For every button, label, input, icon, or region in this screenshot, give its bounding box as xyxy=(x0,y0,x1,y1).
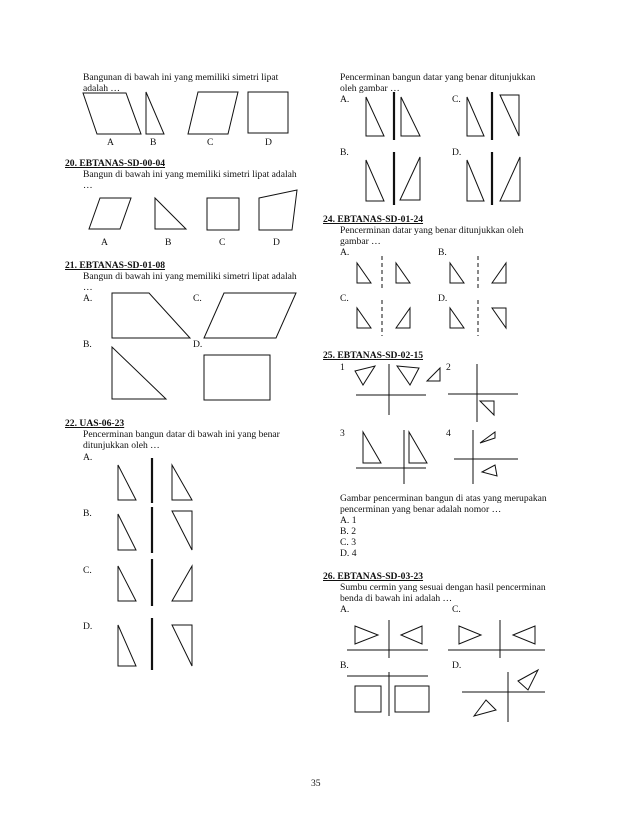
q20-label-a: A xyxy=(101,237,108,248)
q25-choice-c: C. 3 xyxy=(340,537,356,548)
intro-label-d: D xyxy=(265,137,272,148)
q20-label-c: C xyxy=(219,237,226,248)
q25-choice-a: A. 1 xyxy=(340,515,357,526)
intro-shape-c xyxy=(188,92,238,134)
q26-line2: benda di bawah ini adalah … xyxy=(340,593,453,604)
q26-option-d-figure xyxy=(462,670,545,722)
q21-shape-a xyxy=(112,293,190,338)
q20-line1: Bangun di bawah ini yang memiliki simetri lipat adalah xyxy=(83,169,297,180)
q25-figure-2-drawing xyxy=(427,364,518,422)
q22-option-a: A. xyxy=(83,452,93,463)
intro-question-line2: adalah … xyxy=(83,83,121,94)
intro-shape-d xyxy=(248,92,288,133)
q26-header: 26. EBTANAS-SD-03-23 xyxy=(323,571,424,582)
q24-option-a-figure xyxy=(357,256,410,290)
q25-choice-b: B. 2 xyxy=(340,526,356,537)
q23-line2: oleh gambar … xyxy=(340,83,400,94)
q24-option-d: D. xyxy=(438,293,448,304)
q21-option-c: C. xyxy=(193,293,202,304)
q25-figure-3: 3 xyxy=(340,428,345,439)
q26-option-a-figure xyxy=(347,620,428,658)
q22-option-b-figure xyxy=(118,507,192,553)
q24-option-c-figure xyxy=(357,300,410,336)
intro-label-a: A xyxy=(107,137,114,148)
q23-option-b: B. xyxy=(340,147,349,158)
q26-option-b: B. xyxy=(340,660,349,671)
q21-option-d: D. xyxy=(193,339,203,350)
q22-option-d-figure xyxy=(118,618,192,670)
q22-line1: Pencerminan bangun datar di bawah ini yang benar xyxy=(83,429,280,440)
q26-option-c-figure xyxy=(448,620,545,658)
q25-line2: pencerminan yang benar adalah nomor … xyxy=(340,504,502,515)
q21-shape-c xyxy=(204,293,296,338)
q24-header: 24. EBTANAS-SD-01-24 xyxy=(323,214,424,225)
intro-question-line1: Bangunan di bawah ini yang memiliki simetri lipat xyxy=(83,72,279,83)
q20-shape-a xyxy=(89,198,131,229)
q25-figures xyxy=(355,364,518,484)
q24-option-d-figure xyxy=(450,300,506,336)
q22-option-d: D. xyxy=(83,621,93,632)
q20-header: 20. EBTANAS-SD-00-04 xyxy=(65,158,166,169)
q24-option-c: C. xyxy=(340,293,349,304)
q21-figures xyxy=(112,293,296,400)
intro-figures xyxy=(83,92,288,134)
q21-shape-d xyxy=(204,355,270,400)
intro-label-c: C xyxy=(207,137,214,148)
q26-option-c: C. xyxy=(452,604,461,615)
q20-label-d: D xyxy=(273,237,280,248)
q21-line2: … xyxy=(83,282,93,293)
q20-label-b: B xyxy=(165,237,172,248)
q21-option-b: B. xyxy=(83,339,92,350)
q25-figure-1-drawing xyxy=(355,364,426,415)
q21-header: 21. EBTANAS-SD-01-08 xyxy=(65,260,166,271)
q26-option-d: D. xyxy=(452,660,462,671)
q20-figures xyxy=(89,190,297,230)
q22-option-a-figure xyxy=(118,458,192,503)
q26-option-a: A. xyxy=(340,604,350,615)
q25-line1: Gambar pencerminan bangun di atas yang merupakan xyxy=(340,493,547,504)
q22-option-c-figure xyxy=(118,559,192,606)
q25-header: 25. EBTANAS-SD-02-15 xyxy=(323,350,424,361)
q25-figure-4: 4 xyxy=(446,428,451,439)
q23-option-b-figure xyxy=(366,152,420,205)
q25-figure-1: 1 xyxy=(340,362,345,373)
q20-shape-c xyxy=(207,198,239,230)
q20-shape-d xyxy=(259,190,297,230)
q24-line1: Pencerminan datar yang benar ditunjukkan oleh xyxy=(340,225,524,236)
q22-header: 22. UAS-06-23 xyxy=(65,418,125,429)
q22-option-c: C. xyxy=(83,565,92,576)
q25-figure-3-drawing xyxy=(356,430,427,484)
q20-line2: … xyxy=(83,180,93,191)
q21-option-a: A. xyxy=(83,293,93,304)
q24-option-b: B. xyxy=(438,247,447,258)
page-number: 35 xyxy=(311,778,321,789)
q23-option-d-figure xyxy=(467,152,520,205)
intro-shape-b xyxy=(146,92,164,134)
q24-figures xyxy=(357,256,506,336)
q22-option-b: B. xyxy=(83,508,92,519)
q23-option-c-figure xyxy=(467,92,519,140)
q25-choice-d: D. 4 xyxy=(340,548,357,559)
q26-figures xyxy=(347,620,545,722)
q26-option-b-figure xyxy=(347,672,429,716)
q24-option-a: A. xyxy=(340,247,350,258)
q21-line1: Bangun di bawah ini yang memiliki simetri lipat adalah xyxy=(83,271,297,282)
q25-figure-4-drawing xyxy=(454,430,518,484)
intro-label-b: B xyxy=(150,137,157,148)
q23-option-c: C. xyxy=(452,94,461,105)
q22-figures xyxy=(118,458,192,670)
q26-line1: Sumbu cermin yang sesuai dengan hasil pencerminan xyxy=(340,582,546,593)
q25-figure-2: 2 xyxy=(446,362,451,373)
q23-option-a: A. xyxy=(340,94,350,105)
q24-option-b-figure xyxy=(450,256,506,290)
q23-option-a-figure xyxy=(366,92,420,140)
q24-line2: gambar … xyxy=(340,236,381,247)
q20-shape-b xyxy=(155,198,186,229)
q23-option-d: D. xyxy=(452,147,462,158)
intro-shape-a xyxy=(83,93,141,134)
q22-line2: ditunjukkan oleh … xyxy=(83,440,160,451)
q21-shape-b xyxy=(112,347,166,399)
q23-figures xyxy=(366,92,520,205)
q23-line1: Pencerminan bangun datar yang benar ditunjukkan xyxy=(340,72,536,83)
